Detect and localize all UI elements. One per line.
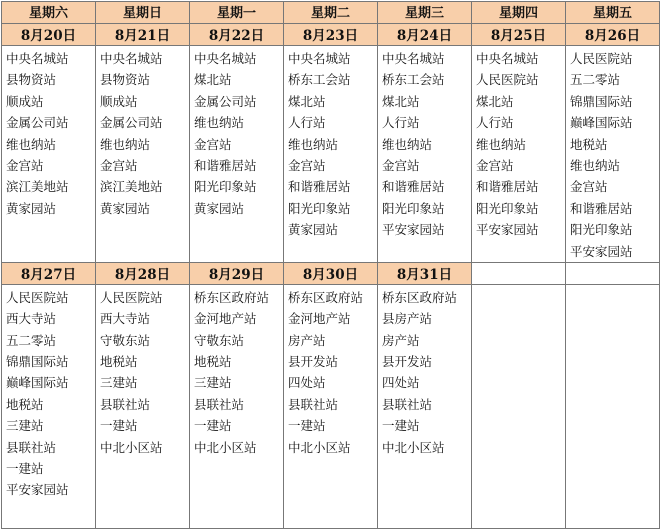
stop-item: 锦鼎国际站: [6, 354, 69, 370]
stop-item: 中央名城站: [288, 51, 351, 66]
weekday-header: 星期三: [378, 2, 472, 24]
stop-item: 守敬东站: [100, 332, 151, 348]
date-cell: 8月20日: [2, 24, 96, 46]
weekday-header-row: [2, 2, 660, 24]
stop-item: 中央名城站: [100, 51, 163, 66]
week2-date-row: [2, 262, 660, 284]
stop-item: 黄家园站: [6, 200, 57, 216]
stop-item: 一建站: [382, 418, 420, 434]
stop-item: 桥东区政府站: [382, 289, 458, 305]
stop-item: 金属公司站: [194, 93, 257, 109]
stop-item: 阳光印象站: [570, 222, 633, 238]
stop-item: 地税站: [194, 354, 232, 370]
stop-item: 金宫站: [100, 157, 138, 173]
empty-stops-cell: [566, 284, 660, 528]
stop-item: 四处站: [382, 375, 420, 391]
stops-cell: [284, 284, 378, 528]
stop-item: 金宫站: [476, 157, 514, 173]
stop-item: 煤北站: [194, 72, 232, 88]
stop-item: 和谐雅居站: [288, 179, 351, 195]
stop-item: 县联社站: [288, 396, 339, 412]
stops-cell: [96, 46, 190, 263]
stop-item: 和谐雅居站: [570, 200, 633, 216]
date-cell: 8月27日: [2, 262, 96, 284]
date-cell: 8月30日: [284, 262, 378, 284]
stop-item: 西大寺站: [6, 311, 57, 327]
stop-item: 金属公司站: [100, 115, 163, 131]
date-cell: 8月28日: [96, 262, 190, 284]
stop-item: 维也纳站: [570, 157, 621, 173]
stop-item: 阳光印象站: [288, 200, 351, 216]
stops-cell: [2, 284, 96, 528]
stop-item: 金属公司站: [6, 115, 69, 131]
weekday-header: 星期四: [472, 2, 566, 24]
stops-cell: [472, 46, 566, 263]
stop-item: 平安家园站: [382, 222, 445, 238]
stop-item: 县联社站: [100, 396, 151, 412]
stop-item: 巅峰国际站: [6, 375, 69, 391]
empty-stops-cell: [472, 284, 566, 528]
stop-item: 人民医院站: [100, 289, 163, 305]
stop-item: 县联社站: [6, 439, 57, 455]
weekday-header: 星期一: [190, 2, 284, 24]
stop-list: [566, 48, 659, 262]
stop-item: 金宫站: [194, 136, 232, 152]
stop-item: 一建站: [100, 418, 138, 434]
stop-item: 三建站: [194, 375, 232, 391]
stop-item: 地税站: [100, 354, 138, 370]
stop-item: 金宫站: [288, 157, 326, 173]
stop-item: 地税站: [6, 396, 44, 412]
stop-item: 维也纳站: [288, 136, 339, 152]
stop-item: 顺成站: [6, 93, 44, 109]
stop-item: 黄家园站: [288, 222, 339, 238]
stop-item: 和谐雅居站: [194, 157, 257, 173]
stop-item: 滨江美地站: [6, 179, 69, 195]
stop-item: 四处站: [288, 375, 326, 391]
stop-list: [2, 287, 95, 501]
stop-item: 中北小区站: [288, 439, 351, 455]
week1-stops-row: [2, 46, 660, 263]
stop-item: 县联社站: [194, 396, 245, 412]
week1-date-row: [2, 24, 660, 46]
stop-item: 阳光印象站: [382, 200, 445, 216]
stop-item: 维也纳站: [6, 136, 57, 152]
stops-cell: [566, 46, 660, 263]
stop-item: 人行站: [288, 115, 326, 131]
stop-item: 金河地产站: [288, 311, 351, 327]
stop-item: 阳光印象站: [194, 179, 257, 195]
date-cell: 8月31日: [378, 262, 472, 284]
stop-item: 县联社站: [382, 396, 433, 412]
stop-item: 桥东工会站: [288, 72, 351, 88]
stop-item: 中央名城站: [6, 51, 69, 66]
stop-item: 中央名城站: [194, 51, 257, 66]
weekday-header: 星期五: [566, 2, 660, 24]
stop-item: 中央名城站: [476, 51, 539, 66]
stop-item: 五二零站: [6, 332, 57, 348]
stop-item: 维也纳站: [194, 115, 245, 131]
stop-item: 人民医院站: [570, 51, 633, 66]
stop-item: 桥东区政府站: [288, 289, 364, 305]
stop-item: 金河地产站: [194, 311, 257, 327]
schedule-table: [1, 1, 660, 529]
stop-item: 平安家园站: [570, 243, 633, 259]
stop-item: 平安家园站: [476, 222, 539, 238]
stop-item: 一建站: [6, 461, 44, 477]
stop-item: 人民医院站: [476, 72, 539, 88]
stop-item: 一建站: [194, 418, 232, 434]
stop-list: [284, 287, 377, 458]
stop-list: [190, 48, 283, 219]
empty-date-cell: [566, 262, 660, 284]
stops-cell: [284, 46, 378, 263]
stop-list: [96, 287, 189, 458]
date-cell: 8月21日: [96, 24, 190, 46]
stop-item: 金宫站: [570, 179, 608, 195]
weekday-header: 星期二: [284, 2, 378, 24]
stop-item: 桥东区政府站: [194, 289, 270, 305]
stop-item: 煤北站: [476, 93, 514, 109]
stops-cell: [378, 46, 472, 263]
stop-item: 人行站: [476, 115, 514, 131]
date-cell: 8月23日: [284, 24, 378, 46]
stop-item: 黄家园站: [194, 200, 245, 216]
stop-item: 县开发站: [382, 354, 433, 370]
date-cell: 8月24日: [378, 24, 472, 46]
date-cell: 8月26日: [566, 24, 660, 46]
week2-stops-row: [2, 284, 660, 528]
stop-item: 中北小区站: [194, 439, 257, 455]
date-cell: 8月22日: [190, 24, 284, 46]
stop-list: [190, 287, 283, 458]
stop-item: 县物资站: [100, 72, 151, 88]
stop-item: 房产站: [382, 332, 420, 348]
stop-item: 县开发站: [288, 354, 339, 370]
stop-item: 人行站: [382, 115, 420, 131]
stop-list: [378, 287, 471, 458]
stops-cell: [378, 284, 472, 528]
stop-item: 维也纳站: [100, 136, 151, 152]
stop-item: 五二零站: [570, 72, 621, 88]
stop-item: 煤北站: [288, 93, 326, 109]
stop-item: 一建站: [288, 418, 326, 434]
stop-item: 煤北站: [382, 93, 420, 109]
stop-item: 锦鼎国际站: [570, 93, 633, 109]
stop-item: 三建站: [100, 375, 138, 391]
stop-item: 黄家园站: [100, 200, 151, 216]
stop-item: 巅峰国际站: [570, 115, 633, 131]
stop-list: [472, 48, 565, 241]
stop-item: 和谐雅居站: [382, 179, 445, 195]
stop-item: 县房产站: [382, 311, 433, 327]
stops-cell: [96, 284, 190, 528]
stop-list: [378, 48, 471, 241]
stop-item: 平安家园站: [6, 482, 69, 498]
stops-cell: [190, 46, 284, 263]
stop-item: 金宫站: [382, 157, 420, 173]
stops-cell: [190, 284, 284, 528]
stop-item: 地税站: [570, 136, 608, 152]
stop-item: 西大寺站: [100, 311, 151, 327]
stop-item: 和谐雅居站: [476, 179, 539, 195]
date-cell: 8月29日: [190, 262, 284, 284]
stop-item: 滨江美地站: [100, 179, 163, 195]
stop-item: 桥东工会站: [382, 72, 445, 88]
weekday-header: 星期六: [2, 2, 96, 24]
stop-item: 三建站: [6, 418, 44, 434]
stop-item: 维也纳站: [382, 136, 433, 152]
stop-item: 中北小区站: [382, 439, 445, 455]
empty-date-cell: [472, 262, 566, 284]
stop-item: 人民医院站: [6, 289, 69, 305]
stop-item: 中央名城站: [382, 51, 445, 66]
stop-item: 房产站: [288, 332, 326, 348]
stops-cell: [2, 46, 96, 263]
stop-item: 维也纳站: [476, 136, 527, 152]
stop-list: [2, 48, 95, 219]
weekday-header: 星期日: [96, 2, 190, 24]
date-cell: 8月25日: [472, 24, 566, 46]
stop-item: 顺成站: [100, 93, 138, 109]
stop-list: [284, 48, 377, 241]
stop-item: 县物资站: [6, 72, 57, 88]
stop-item: 阳光印象站: [476, 200, 539, 216]
stop-item: 守敬东站: [194, 332, 245, 348]
stop-list: [96, 48, 189, 219]
stop-item: 金宫站: [6, 157, 44, 173]
stop-item: 中北小区站: [100, 439, 163, 455]
